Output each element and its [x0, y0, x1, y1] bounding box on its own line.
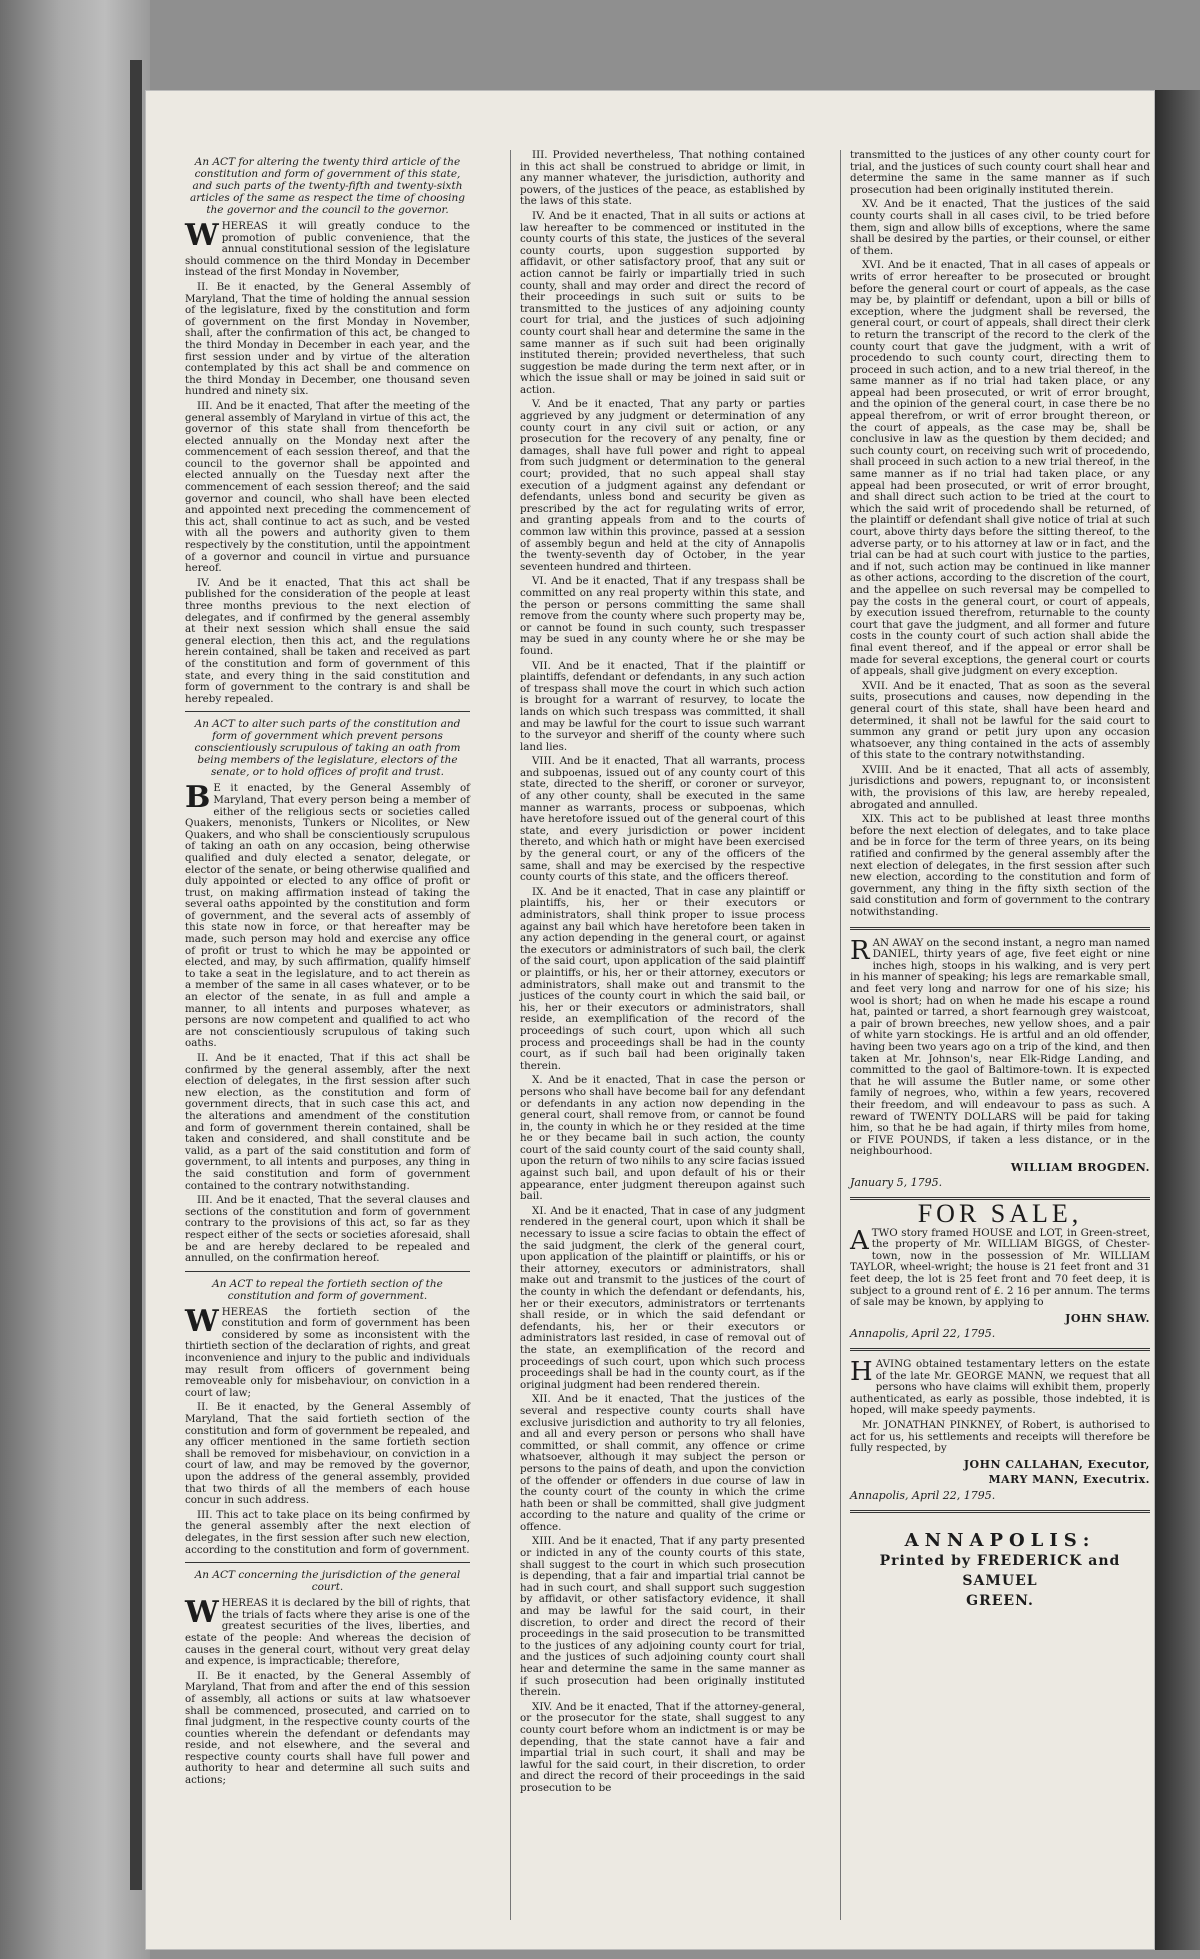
- divider: [850, 1510, 1150, 1513]
- act4-section-5: V. And be it enacted, That any party or parties aggrieved by any judgment or determination of any county court in any civil suit or action, or any prosecution for the recovery of any penalty, fine or damages, shall have full power and right to appeal from such judgment or determination to the general court; provided, that no such appeal shall stay execution of a judgment against any defendant or defendants, unless bond and security be given as prescribed by the act for regulating writs of error, and granting appeals from and to the courts of common law within this province, passed at a session of assembly begun and held at the city of Annapolis the twenty-seventh day of October, in the year seventeen hundred and thirteen.: [520, 398, 805, 573]
- act1-section-3: III. And be it enacted, That after the meeting of the general assembly of Maryland in virtue of this act, the governor of this state shall from thenceforth be elected annually on the Monday next after the commencement of each session thereof, and that the council to the governor shall be appointed and elected annually on the Tuesday next after the commencement of each session thereof; and the said governor and council, who shall have been elected and appointed next preceding the commencement of this act, shall continue to act as such, and be vested with all the powers and authority given to them respectively by the constitution, until the appointment of a governor and council in virtue and pursuance hereof.: [185, 399, 470, 575]
- runaway-notice: RAN AWAY on the second instant, a negro man named DANIEL, thirty years of age, five feet eight or nine inches high, stoops in his walking, and is very pert in his manner of speaking; his legs are remarkable small, and feet very long and narrow for one of his size; his wool is short; had on when he made his escape a round hat, painted or tarred, a short fearnough grey waistcoat, a pair of brown breeches, new yellow shoes, and a pair of white yarn stockings. He is artful and an old offender, having been two years ago on a trip of the kind, and then taken at Mr. Johnson's, near Elk-Ridge Landing, and committed to the gaol of Baltimore-town. It is expected that he will assume the Butler name, or some other family of negroes, who, within a few years, recovered their freedom, and will endeavour to pass as such. A reward of TWENTY DOLLARS will be paid for taking him, so that he be had again, if thirty miles from home, or FIVE POUNDS, if taken a less distance, or in the neighbourhood.: [850, 935, 1150, 1158]
- act4-preamble: WHEREAS it is declared by the bill of rights, that the trials of facts where they arise is one of the greatest securities of the lives, liberties, and estate of the people: And whereas the decision of causes in the general court, without very great delay and expence, is impracticable; therefore,: [185, 1595, 470, 1668]
- act3-section-2: II. Be it enacted, by the General Assembly of Maryland, That the said fortieth section of the constitution and form of government be repealed, and any officer mentioned in the same fortieth section shall be removed for misbehaviour, on conviction in a court of law, and may be removed by the governor, upon the address of the general assembly, provided that two thirds of all the members of each house concur in such address.: [185, 1401, 470, 1507]
- column-right: [850, 150, 1150, 1611]
- mann-estate-date: Annapolis, April 22, 1795.: [850, 1488, 996, 1502]
- act4-section-14-continued: transmitted to the justices of any other county court for trial, and the justices of such county court shall hear and determine the same in the same manner as if such prosecution had been originally instituted therein.: [850, 149, 1150, 196]
- act3-preamble: WHEREAS the fortieth section of the constitution and form of government has been considered by some as inconsistent with the thirtieth section of the declaration of rights, and great inconvenience and injury to the public and individuals may result from officers of government being removeable only for misbehaviour, on conviction in a court of law;: [185, 1303, 470, 1399]
- act4-section-7: VII. And be it enacted, That if the plaintiff or plaintiffs, defendant or defendants, in any such action of trespass shall move the court in which such action is brought for a warrant of resurvey, to locate the lands on which such trespass was committed, it shall and may be lawful for the court to issue such warrant to the surveyor and sheriff of the county where such land lies.: [520, 659, 805, 753]
- imprint-printers: Printed by FREDERICK and SAMUEL: [879, 1552, 1121, 1589]
- facing-page-edge: [0, 0, 150, 1959]
- for-sale-notice: ATWO story framed HOUSE and LOT, in Green-street, the property of Mr. WILLIAM BIGGS, of Chester-town, now in the possession of Mr. WILLIAM TAYLOR, wheel-wright; the house is 21 feet front and 31 feet deep, the lot is 25 feet front and 70 feet deep, it is subject to a ground rent of £. 2 16 per annum. The terms of sale may be known, by applying to: [850, 1225, 1150, 1309]
- act3-section-3: III. This act to take place on its being confirmed by the general assembly after the next election of delegates, in the first session after such new election, according to the constitution and form of government.: [185, 1508, 470, 1556]
- act2-section-3: III. And be it enacted, That the several clauses and sections of the constitution and form of government contrary to the provisions of this act, so far as they respect either of the sects or societies aforesaid, shall be and are hereby declared to be repealed and annulled, on the confirmation hereof.: [185, 1194, 470, 1265]
- act-title-general-court-jurisdiction: An ACT concerning the jurisdiction of the general court.: [194, 1569, 461, 1594]
- act4-section-14: XIV. And be it enacted, That if the attorney-general, or the prosecutor for the state, shall suggest to any county court before whom an indictment is or may be depending, that the state cannot have a fair and impartial trial in such court, it shall and may be lawful for the said court, in their discretion, to order and direct the record of their proceedings in the said prosecution to be: [520, 1700, 805, 1794]
- act1-section-4: IV. And be it enacted, That this act shall be published for the consideration of the people at least three months previous to the next election of delegates, and if confirmed by the general assembly at their next session which shall ensue the said general election, then this act, and the regulations herein contained, shall be taken and received as part of the constitution and form of government of this state, and every thing in the said constitution and form of government to the contrary is and shall be hereby repealed.: [185, 576, 470, 705]
- binding-gutter: [130, 60, 142, 1890]
- for-sale-signer: JOHN SHAW.: [1065, 1311, 1150, 1325]
- act4-section-10: X. And be it enacted, That in case the person or persons who shall have become bail for any defendant or defendants in any action now depending in the general court, shall remove from, or cannot be found in, the county in which he or they resided at the time he or they became bail in such action, the county court of the said county court of the said county shall, upon the return of two nihils to any scire facias issued against such bail, and upon default of his or their appearance, enter judgment thereupon against such bail.: [520, 1074, 805, 1203]
- act-title-quakers-affirmation: An ACT to alter such parts of the constitution and form of government which prevent persons conscientiously scrupulous of taking an oath from being members of the legislature, electors of the senate, or to hold offices of profit and trust.: [194, 718, 461, 779]
- column-rule-2: [840, 150, 841, 1920]
- executor-signer: JOHN CALLAHAN, Executor,: [963, 1457, 1150, 1471]
- act4-section-18: XVIII. And be it enacted, That all acts of assembly, jurisdictions and powers, repugnant to, or inconsistent with, the provisions of this law, are hereby repealed, abrogated and annulled.: [850, 763, 1150, 811]
- act1-section-2: II. Be it enacted, by the General Assembly of Maryland, That the time of holding the annual session of the legislature, fixed by the constitution and form of government on the first Monday in November, shall, after the confirmation of this act, be changed to the third Monday in December in each year, and the first session under and by virtue of the alteration contemplated by this act shall be and commence on the third Monday in December, one thousand seven hundred and ninety six.: [185, 280, 470, 398]
- runaway-date: January 5, 1795.: [850, 1176, 943, 1190]
- act1-preamble: WHEREAS it will greatly conduce to the promotion of public convenience, that the annual constitutional session of the legislature should commence on the third Monday in December instead of the first Monday in November,: [185, 218, 470, 279]
- act4-section-15: XV. And be it enacted, That the justices of the said county courts shall in all cases civil, to be tried before them, sign and allow bills of exceptions, where the same shall be desired by the parties, or their counsel, or either of them.: [850, 198, 1150, 257]
- act4-section-11: XI. And be it enacted, That in case of any judgment rendered in the general court, upon which it shall be necessary to issue a scire facias to obtain the effect of the said judgment, the clerk of the general court, upon application of the plaintiff or plaintiffs, or his or their attorney, executors or administrators, shall make out and transmit to the justices of the court of the county in which the defendant or defendants, his, her or their executors, administrators or terrtenants shall reside, or in which the said defendant or defendants, his, her or their executors or administrators last resided, in case of removal out of the state, an exemplification of the record and proceedings of such court, upon which such process proceedings shall be had in the county court, as if the original judgment had been rendered therein.: [520, 1204, 805, 1391]
- act4-section-2: II. Be it enacted, by the General Assembly of Maryland, That from and after the end of this session of assembly, all actions or suits at law whatsoever shall be commenced, prosecuted, and carried on to final judgment, in the respective county courts of the counties wherein the defendant or defendants may reside, and not elsewhere, and the several and respective county courts shall have full power and authority to hear and determine all such suits and actions;: [185, 1669, 470, 1787]
- act4-section-9: IX. And be it enacted, That in case any plaintiff or plaintiffs, his, her or their executors or administrators, shall think proper to issue process against any bail which have heretofore been taken in any action depending in the general court, or against the executors or administrators of such bail, the clerk of the said court, upon application of the said plaintiff or plaintiffs, or his, her or their attorney, executors or administrators, shall make out and transmit to the justices of the county court in which the said bail, or his, her or their executors or administrators, shall reside, an exemplification of the record of the proceedings of such court, upon which all such process and proceedings shall be had in the county court, as if such bail had been originally taken therein.: [520, 885, 805, 1072]
- act-title-fortieth-section: An ACT to repeal the fortieth section of the constitution and form of government.: [212, 1277, 443, 1302]
- executrix-signer: MARY MANN, Executrix.: [988, 1473, 1150, 1487]
- imprint-printers-cont: GREEN.: [966, 1592, 1034, 1609]
- act-title-constitution-23rd-article: An ACT for altering the twenty third article of the constitution and form of government of this state, and such parts of the twenty-fifth and twenty-sixth articles of the same as respect the time of choosing the governor and the council to the governor.: [190, 156, 465, 216]
- runaway-signer: WILLIAM BROGDEN.: [1010, 1160, 1150, 1174]
- column-middle: [520, 150, 805, 1798]
- act2-section-1: BE it enacted, by the General Assembly of Maryland, That every person being a member of either of the religious sects or societies called Quakers, menonists, Tunkers or Nicolites, or New Quakers, and who shall be conscientiously scrupulous of taking an oath on any occasion, being otherwise qualified and duly elected a senator, delegate, or elector of the senate, or being otherwise qualified and duly appointed or elected to any office of profit or trust, on making affirmation instead of taking the several oaths appointed by the constitution and form of government, and the several acts of assembly of this state now in force, or that hereafter may be made, such person may hold and exercise any office of profit or trust to which he may be appointed or elected, and may, by such affirmation, qualify himself to take a seat in the legislature, and to act therein as a member of the same in all cases whatever, or to be an elector of the senate, in as full and ample a manner, to all intents and purposes whatever, as persons are now competent and qualified to act who are not conscientiously scrupulous of taking such oaths.: [185, 780, 470, 1050]
- act4-section-19: XIX. This act to be published at least three months before the next election of delegates, and to take place and be in force for the term of three years, on its being ratified and confirmed by the general assembly after the next election of delegates, in the first session after such new election, according to the constitution and form of government, any thing in the fifty sixth section of the said constitution and form of government to the contrary notwithstanding.: [850, 813, 1150, 918]
- printer-imprint: [850, 1531, 1150, 1611]
- for-sale-date: Annapolis, April 22, 1795.: [850, 1327, 996, 1341]
- mann-estate-agent: Mr. JONATHAN PINKNEY, of Robert, is authorised to act for us, his settlements and receipts will therefore be fully respected, by: [850, 1418, 1150, 1455]
- divider: [185, 1562, 470, 1563]
- for-sale-heading: FOR SALE,: [917, 1199, 1083, 1229]
- mann-estate-notice: HAVING obtained testamentary letters on the estate of the late Mr. GEORGE MANN, we request that all persons who have claims will exhibit them, properly authenticated, as early as possible, those indebted, it is hoped, will make speedy payments.: [850, 1357, 1150, 1417]
- divider: [185, 1271, 470, 1272]
- act4-section-16: XVI. And be it enacted, That in all cases of appeals or writs of error hereafter to be prosecuted or brought before the general court or court of appeals, as the case may be, by plaintiff or defendant, upon a bill or bills of exception, where the judgment shall be reversed, the general court, or court of appeals, shall direct their clerk to return the transcript of the record to the clerk of the county court that gave the judgment, with a writ of procedendo to such county court, directing them to proceed in such action, and to a new trial thereof, in the same manner as if no trial had taken place, or any appeal had been prosecuted, or writ of error brought, and the opinion of the general court, in case there be no appeal therefrom, or writ of error brought thereon, or the court of appeals, as the case may be, shall be conclusive in law as the question by them decided; and such county court, on receiving such writ of procedendo, shall proceed in such action to a new trial thereof, in the same manner as if no trial had taken place, or any appeal had been prosecuted, or writ of error brought, and shall direct such action to be tried at the court to which the said writ of procedendo shall be returned, of the plaintiff or defendant shall give notice of trial at such court, above thirty days before the sitting thereof, to the adverse party, or to his attorney at law or in fact, and the trial can be had at such court with justice to the parties, and if not, such action may be continued in like manner as other actions, according to the discretion of the court, and the appellee on such reversal may be compelled to pay the costs in the general court, or court of appeals, by execution issued therefrom, returnable to the county court that gave the judgment, and all former and future costs in the county court of such action shall abide the final event thereof, and if the appeal or error shall be made for several exceptions, the general court or courts of appeals, shall give judgment on every exception.: [850, 259, 1150, 678]
- column-rule-1: [510, 150, 511, 1920]
- act4-section-12: XII. And be it enacted, That the justices of the several and respective county courts shall have exclusive jurisdiction and authority to try all felonies, and all and every person or persons who shall have committed, or shall commit, any offence or crime whatsoever, although it may subject the person or persons to the pains of death, and upon the conviction of the offender or offenders in due course of law in the county court of the county in which the crime hath been or shall be committed, shall give judgment according to the nature and quality of the crime or offence.: [520, 1393, 805, 1533]
- divider: [850, 1348, 1150, 1351]
- act4-section-17: XVII. And be it enacted, That as soon as the several suits, prosecutions and causes, now depending in the general court of this state, shall have been heard and determined, it shall not be lawful for the said court to summon any grand or petit jury upon any occasion whatsoever, any thing contained in the acts of assembly of this state to the contrary notwithstanding.: [850, 679, 1150, 762]
- act4-section-3: III. Provided nevertheless, That nothing contained in this act shall be construed to abridge or limit, in any manner whatever, the jurisdiction, authority and powers, of the justices of the peace, as established by the laws of this state.: [520, 149, 805, 208]
- act4-section-4: IV. And be it enacted, That in all suits or actions at law hereafter to be commenced or instituted in the county courts of this state, the justices of the several county courts, upon suggestion supported by affidavit, or other satisfactory proof, that any suit or action cannot be fairly or impartially tried in such county, shall and may order and direct the record of their proceedings in such suit or suits to be transmitted to the justices of any adjoining county court for trial, and the justices of such adjoining county court shall hear and determine the same in the same manner as if such suit had been originally instituted therein; provided nevertheless, that such suggestion be made during the term next after, or in which the issue shall or may be joined in said suit or action.: [520, 209, 805, 396]
- act2-section-2: II. And be it enacted, That if this act shall be confirmed by the general assembly, after the next election of delegates, in the first session after such new election, as the constitution and form of government directs, that in such case this act, and the alterations and amendment of the constitution and form of government therein contained, shall be taken and considered, and shall constitute and be valid, as a part of the said constitution and form of government, to all intents and purposes, any thing in the said constitution and form of government contained to the contrary notwithstanding.: [185, 1052, 470, 1192]
- divider: [850, 927, 1150, 930]
- act4-section-6: VI. And be it enacted, That if any trespass shall be committed on any real property within this state, and the person or persons committing the same shall remove from the county where such property may be, or cannot be found in such county, such trespasser may be sued in any county where he or she may be found.: [520, 575, 805, 657]
- imprint-city: ANNAPOLIS:: [904, 1529, 1096, 1551]
- act4-section-13: XIII. And be it enacted, That if any party presented or indicted in any of the county courts of this state, shall suggest to the court in which such prosecution is depending, that a fair and impartial trial cannot be had in such court, and shall support such suggestion by affidavit, or other satisfactory evidence, it shall and may be lawful for the said court, in their discretion, to order and direct the record of their proceedings in the said prosecution to be transmitted to the justices of any adjoining county court for trial, and the justices of such adjoining county court shall hear and determine the same in the same manner as if such prosecution had been originally instituted therein.: [520, 1535, 805, 1699]
- page-right-edge: [1155, 90, 1200, 1950]
- column-left: [185, 150, 470, 1790]
- divider: [185, 711, 470, 712]
- act4-section-8: VIII. And be it enacted, That all warrants, process and subpoenas, issued out of any county court of this state, directed to the sheriff, or coroner or surveyor, of any other county, shall be executed in the same manner as warrants, process or subpoenas, which have heretofore issued out of the general court of this state, and every jurisdiction or power incident thereto, and which hath or might have been exercised by the general court, or any of the officers of the same, shall and may be exercised by the respective county courts of this state, and the officers thereof.: [520, 755, 805, 884]
